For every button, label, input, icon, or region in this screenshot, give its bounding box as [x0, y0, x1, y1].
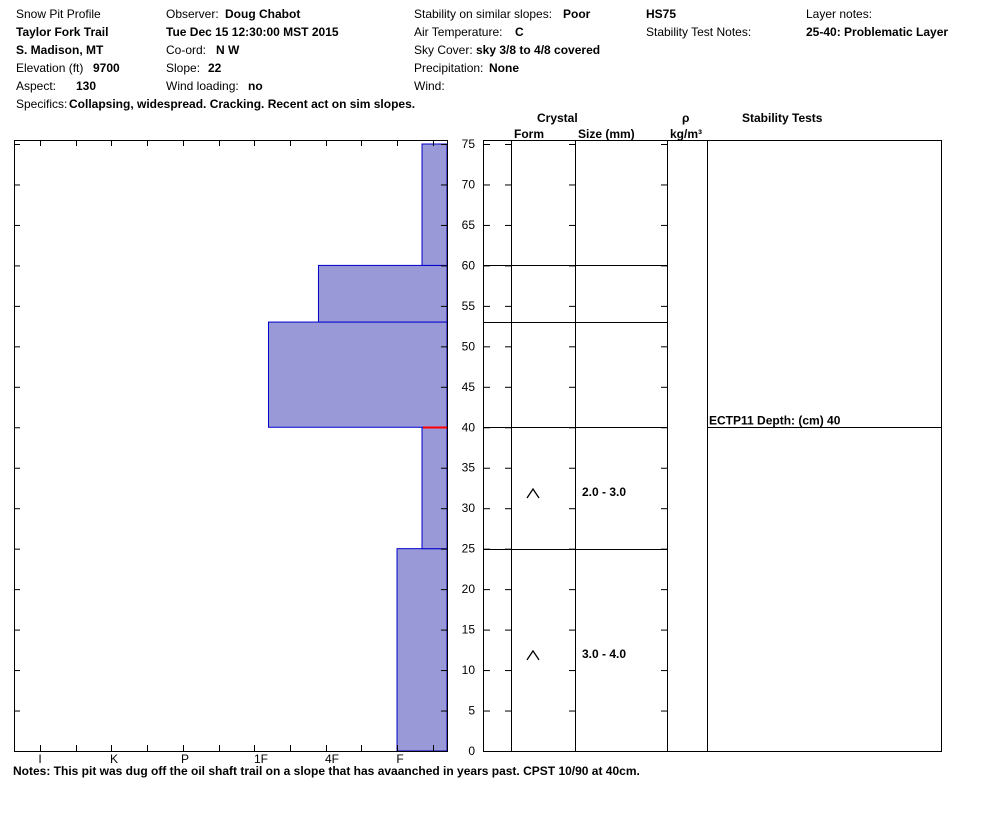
hardness-layer-0: [397, 549, 447, 751]
density-symbol-header: ρ: [682, 111, 690, 125]
hardness-label-f: F: [396, 752, 404, 766]
hardness-label-1f: 1F: [253, 752, 269, 766]
hardness-axis: [38, 141, 433, 766]
profile-title: Snow Pit Profile: [16, 7, 101, 21]
depth-tick-label: 65: [461, 217, 475, 232]
hardness-label-4f: 4F: [324, 752, 340, 766]
layer-boundaries: [423, 266, 667, 550]
depth-tick-label: 40: [461, 420, 475, 435]
wind-label: Wind:: [414, 79, 445, 93]
hardness-layer-3: [318, 265, 447, 322]
stability-tests-header: Stability Tests: [742, 111, 823, 125]
sky-cover-label: Sky Cover:: [414, 43, 473, 57]
data-panel-frame: [484, 141, 942, 752]
depth-tick-label: 30: [461, 501, 475, 516]
stability-test-notes-label: Stability Test Notes:: [646, 25, 752, 39]
precip-value: None: [489, 61, 519, 75]
depth-tick-label: 50: [461, 339, 475, 354]
crystal-size-label: 2.0 - 3.0: [582, 485, 627, 500]
specifics-label: Specifics:: [16, 97, 68, 111]
depth-tick-label: 10: [461, 663, 475, 678]
wind-loading-value: no: [248, 79, 263, 93]
coord-value: N W: [216, 43, 240, 57]
depth-tick-label: 0: [468, 744, 475, 758]
sky-cover-value: sky 3/8 to 4/8 covered: [476, 43, 601, 57]
hardness-label-p: P: [180, 752, 190, 766]
hs-value: HS75: [646, 7, 677, 21]
hardness-layer-2: [268, 322, 447, 427]
crystal-size-label: 3.0 - 4.0: [582, 646, 627, 661]
depth-tick-label: 20: [461, 582, 475, 597]
depth-tick-label: 75: [461, 137, 475, 151]
coord-label: Co-ord:: [166, 43, 207, 57]
datetime-value: Tue Dec 15 12:30:00 MST 2015: [166, 25, 339, 39]
hardness-label-k: K: [109, 752, 119, 766]
stability-label: Stability on similar slopes:: [414, 7, 553, 21]
notes-text: Notes: This pit was dug off the oil shaft trail on a slope that has avaanched in years past. CPST 10/90 at 40cm.: [13, 764, 640, 778]
slope-label: Slope:: [166, 61, 201, 75]
stability-tests-column: [707, 414, 941, 428]
size-header: Size (mm): [578, 127, 635, 141]
slope-value: 22: [208, 61, 222, 75]
location-name: Taylor Fork Trail: [16, 25, 109, 39]
depth-tick-label: 5: [468, 703, 475, 718]
depth-tick-label: 60: [461, 258, 475, 273]
hardness-profile: [268, 144, 447, 751]
chart-frames: [15, 140, 942, 752]
layer-notes-value: 25-40: Problematic Layer: [806, 25, 949, 39]
aspect-label: Aspect:: [16, 79, 57, 93]
air-temp-label: Air Temperature:: [414, 25, 503, 39]
depth-axis: [14, 137, 667, 758]
observer-label: Observer:: [166, 7, 219, 21]
depth-hoar-icon: [527, 489, 539, 498]
hardness-layer-1: [422, 427, 447, 548]
hardness-label-i: I: [38, 752, 42, 766]
elevation-label: Elevation (ft): [16, 61, 84, 75]
precip-label: Precipitation:: [414, 61, 484, 75]
wind-loading-label: Wind loading:: [166, 79, 239, 93]
observer-value: Doug Chabot: [225, 7, 301, 21]
elevation-value: 9700: [93, 61, 120, 75]
stability-test-label: ECTP11 Depth: (cm) 40: [709, 413, 841, 428]
region-name: S. Madison, MT: [16, 43, 104, 57]
air-temp-value: C: [515, 25, 524, 39]
aspect-value: 130: [76, 79, 97, 93]
hardness-layer-4: [422, 144, 447, 265]
depth-tick-label: 35: [461, 460, 475, 475]
depth-tick-label: 45: [461, 379, 475, 394]
form-header: Form: [514, 127, 544, 141]
depth-tick-label: 25: [461, 541, 475, 556]
specifics-value: Collapsing, widespread. Cracking. Recent act on sim slopes.: [69, 97, 416, 111]
depth-tick-label: 55: [461, 298, 475, 313]
layer-notes-label: Layer notes:: [806, 7, 873, 21]
depth-hoar-icon: [527, 651, 539, 660]
crystal-column: [527, 485, 626, 661]
stability-value: Poor: [563, 7, 591, 21]
hardness-panel-frame: [15, 141, 448, 752]
crystal-header: Crystal: [537, 111, 578, 125]
depth-tick-label: 15: [461, 622, 475, 637]
density-unit-header: kg/m³: [670, 127, 703, 141]
depth-tick-label: 70: [461, 177, 475, 192]
